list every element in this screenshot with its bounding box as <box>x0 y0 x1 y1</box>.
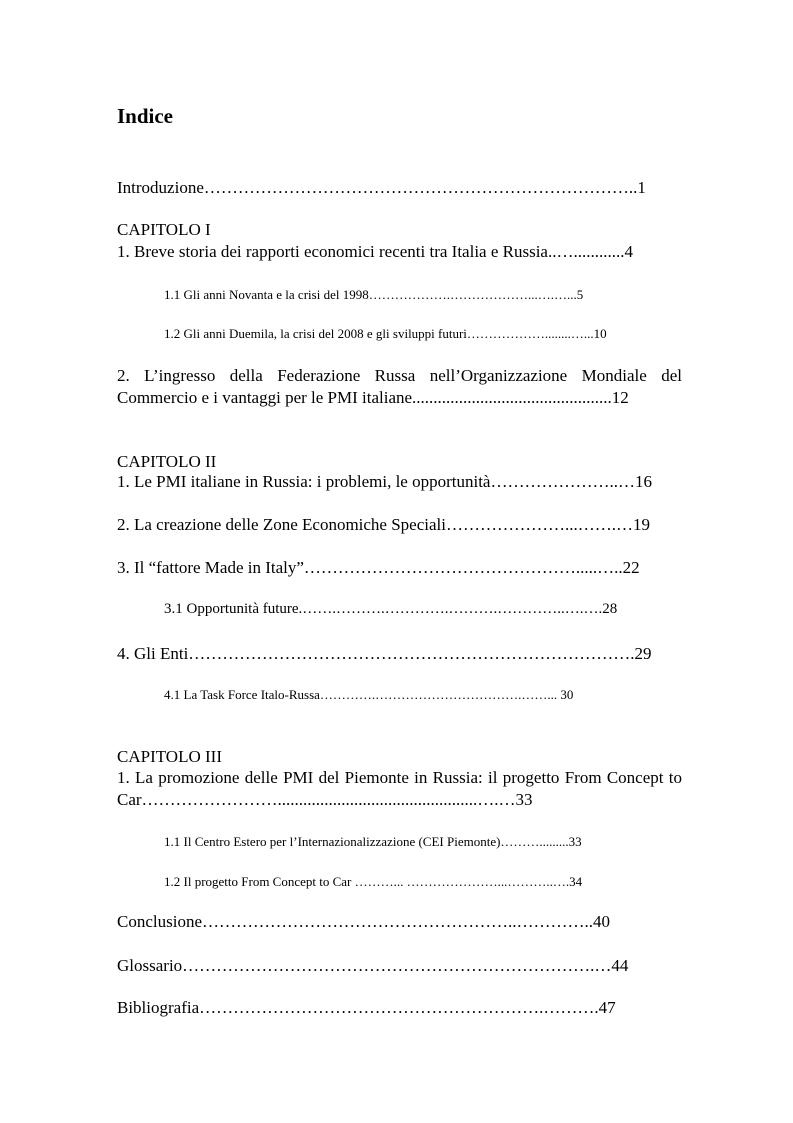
page-title: Indice <box>117 104 174 128</box>
toc-bibliografia: Bibliografia…………………………………………………….……….47 <box>117 998 616 1017</box>
toc-cap2-section-3: 3. Il “fattore Made in Italy”………………………………………….....…..22 <box>117 558 640 577</box>
toc-cap3-section-1-1: 1.1 Il Centro Estero per l’Internazionalizzazione (CEI Piemonte)……….........33 <box>164 834 582 849</box>
toc-cap2-section-4: 4. Gli Enti…………………………………………………………………….29 <box>117 644 652 663</box>
toc-cap3-section-1-2: 1.2 Il progetto From Concept to Car ………... …………………...………..….34 <box>164 874 583 889</box>
chapter-3-heading: CAPITOLO III <box>117 747 222 766</box>
toc-cap2-section-3-1: 3.1 Opportunità future.…….……….………….……….…………..….….28 <box>164 601 618 617</box>
toc-cap2-section-2: 2. La creazione delle Zone Economiche Speciali…………………...…….…19 <box>117 515 650 534</box>
chapter-1-heading: CAPITOLO I <box>117 220 211 239</box>
toc-glossario: Glossario……………………………………………………………….…44 <box>117 956 629 975</box>
toc-cap2-section-4-1: 4.1 La Task Force Italo-Russa………….…………………………….……... 30 <box>164 687 574 702</box>
toc-cap1-section-2: 2. L’ingresso della Federazione Russa nell’Organizzazione Mondiale del Commercio e i vantaggi per le PMI italiane...............................................12 <box>117 366 682 407</box>
toc-cap1-section-1-1: 1.1 Gli anni Novanta e la crisi del 1998……………….………………...….…...5 <box>164 287 584 302</box>
toc-introduzione: Introduzione…………………………………………………………………..1 <box>117 178 646 197</box>
toc-conclusione: Conclusione………………………………………………..…………..40 <box>117 912 610 931</box>
toc-cap1-section-1: 1. Breve storia dei rapporti economici recenti tra Italia e Russia..…............4 <box>117 242 633 261</box>
chapter-2-heading: CAPITOLO II <box>117 452 217 471</box>
toc-cap1-section-1-2: 1.2 Gli anni Duemila, la crisi del 2008 e gli sviluppi futuri………………........…...10 <box>164 326 607 341</box>
toc-cap2-section-1: 1. Le PMI italiane in Russia: i problemi, le opportunità…………………..…16 <box>117 472 652 491</box>
toc-cap3-section-1: 1. La promozione delle PMI del Piemonte in Russia: il progetto From Concept to Car……………………...............................................….…33 <box>117 768 682 809</box>
